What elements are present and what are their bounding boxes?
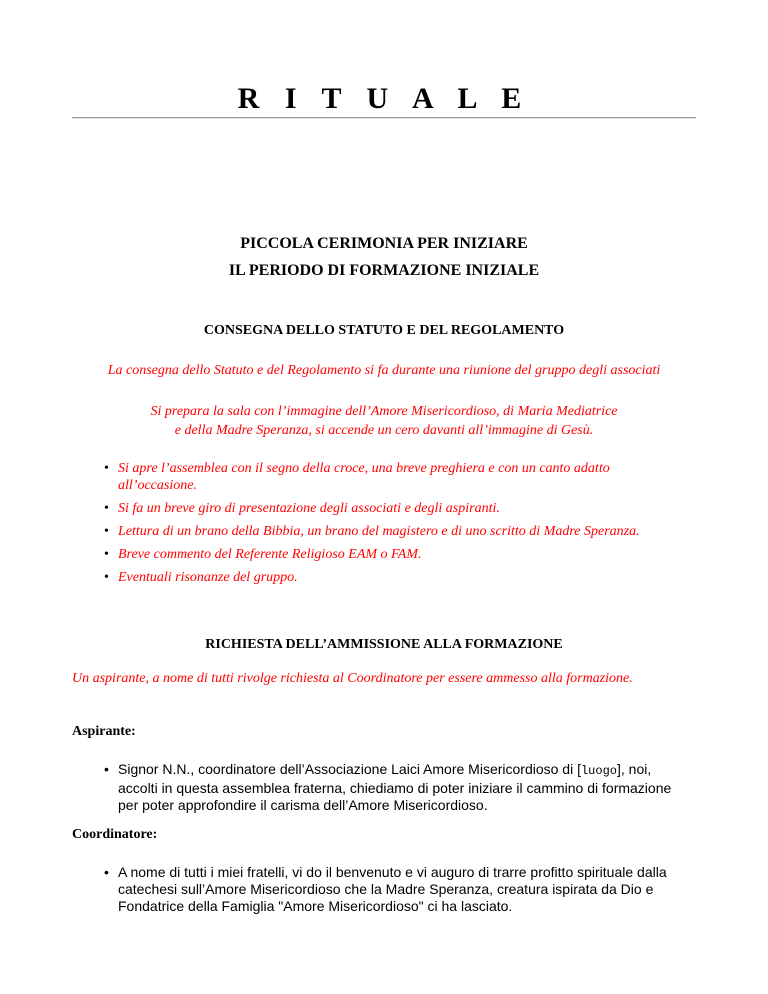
aspirante-speech-list <box>72 761 692 814</box>
section-note-consegna: La consegna dello Statuto e del Regolamento si fa durante una riunione del gruppo degli associati <box>107 363 661 378</box>
coordinatore-label: Coordinatore: <box>72 827 158 842</box>
coordinatore-speech: • A nome di tutti i miei fratelli, vi do il benvenuto e vi auguro di trarre profitto spirituale dalla catechesi sull’Amore Misericordioso che la Madre Speranza, creatura ispirata da Dio e Fondatrice della Famiglia "Amore Misericordioso" ci ha lasciato. <box>72 864 692 915</box>
preparation-line-1: Si prepara la sala con l’immagine dell’Amore Misericordioso, di Maria Mediatrice <box>150 404 618 419</box>
list-item: • Si apre l’assemblea con il segno della croce, una breve preghiera e con un canto adatto all’occasione. <box>72 460 692 494</box>
place-placeholder: luogo <box>580 764 617 778</box>
ceremony-heading-line2: IL PERIODO DI FORMAZIONE INIZIALE <box>228 262 540 279</box>
list-item: • Breve commento del Referente Religioso EAM o FAM. <box>72 546 692 563</box>
title-divider <box>72 117 696 119</box>
preparation-line-2: e della Madre Speranza, si accende un cero davanti all’immagine di Gesù. <box>174 423 594 438</box>
aspirante-label: Aspirante: <box>72 724 136 739</box>
section-heading-richiesta: RICHIESTA DELL’AMMISSIONE ALLA FORMAZIONE <box>205 637 563 652</box>
ceremony-heading-line1: PICCOLA CERIMONIA PER INIZIARE <box>240 235 528 252</box>
coordinatore-speech-list <box>72 864 692 915</box>
section-note-richiesta: Un aspirante, a nome di tutti rivolge richiesta al Coordinatore per essere ammesso alla formazione. <box>72 671 633 686</box>
list-item: • Lettura di un brano della Bibbia, un brano del magistero e di uno scritto di Madre Speranza. <box>72 523 692 540</box>
section-heading-consegna: CONSEGNA DELLO STATUTO E DEL REGOLAMENTO <box>203 323 565 338</box>
document-title: R I T U A L E <box>237 82 531 115</box>
list-item: • Eventuali risonanze del gruppo. <box>72 569 692 586</box>
list-item: • Si fa un breve giro di presentazione degli associati e degli aspiranti. <box>72 500 692 517</box>
ceremony-steps-list <box>72 460 692 592</box>
aspirante-speech: • Signor N.N., coordinatore dell’Associazione Laici Amore Misericordioso di [luogo], noi, accolti in questa assemblea fraterna, chiediamo di poter iniziare il cammino di formazione per poter approfondire il carisma dell’Amore Misericordioso. <box>72 761 692 814</box>
